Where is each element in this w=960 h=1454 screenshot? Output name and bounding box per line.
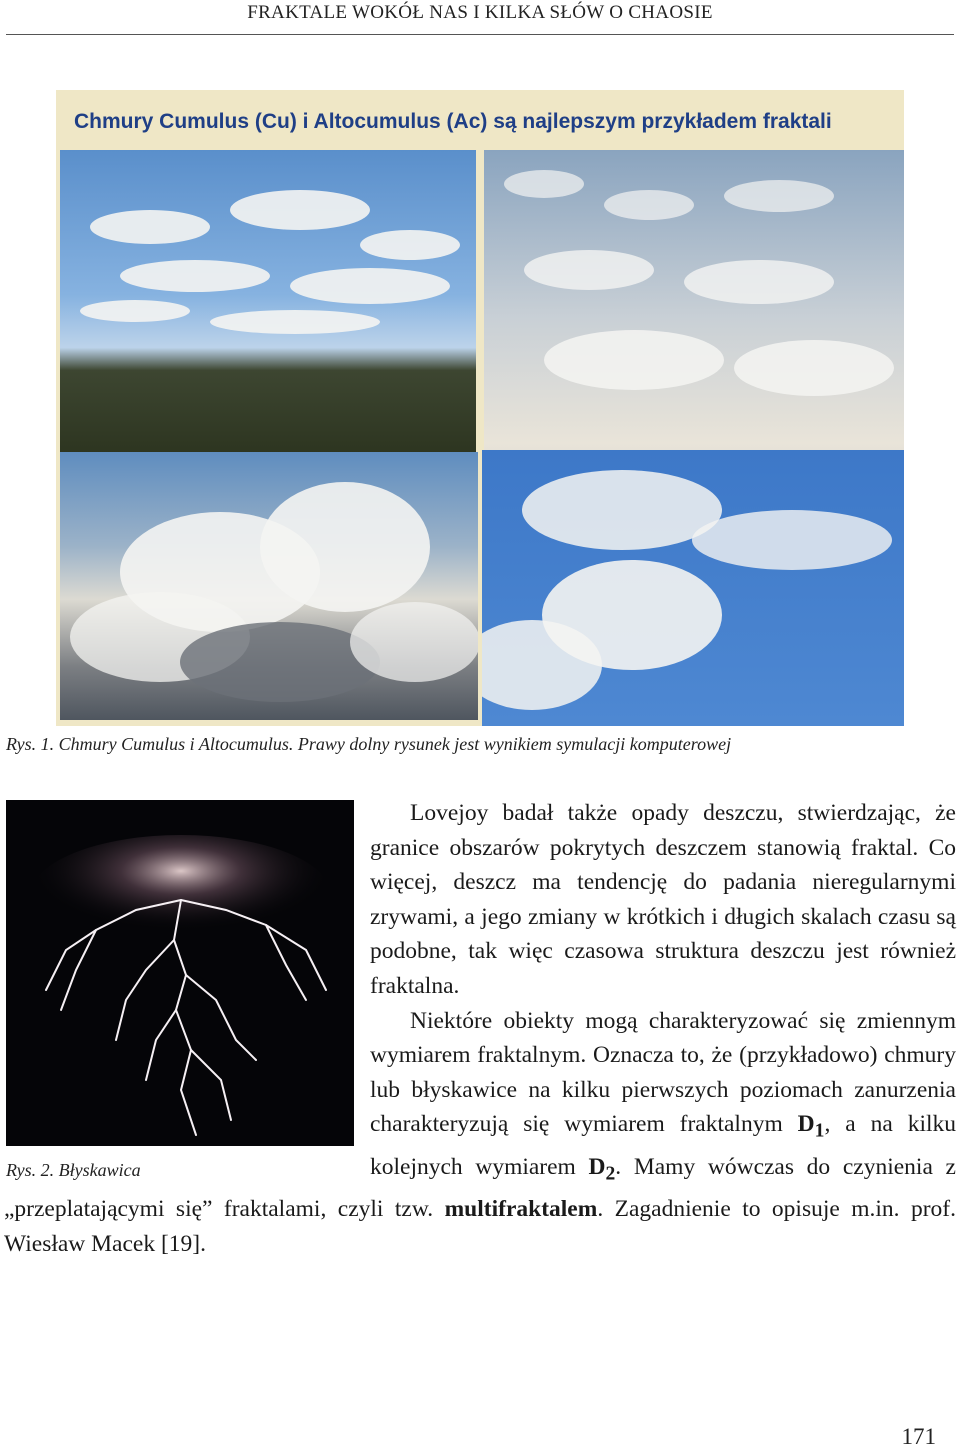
multifractal-term: multifraktalem <box>444 1195 598 1222</box>
paragraph-rain: Lovejoy badał także opady deszczu, stwierdzając, że granice obszarów pokrytych deszczem stanowią fraktal. Co więcej, deszcz ma tendencję do padania nieregularnymi zrywami, a jego zmiany w krótkich i długich skalach czasu są podobne, tak więc czasowa struktura deszczu jest również fraktalna. <box>370 800 956 999</box>
paragraph-multifractal-part-a: Niektóre obiekty mogą charakteryzować się zmiennym wymiarem fraktalnym. Oznacza to, że (przykładowo) chmury lub błyskawice na kilku pierwszych poziomach zanurzenia charakteryzują się wymiarem fraktalnym <box>370 1007 956 1138</box>
simulated-clouds <box>482 450 904 726</box>
figure-1-caption: Rys. 1. Chmury Cumulus i Altocumulus. Prawy dolny rysunek jest wynikiem symulacji komputerowej <box>6 734 732 754</box>
page-number: 171 <box>901 1424 936 1449</box>
d2-symbol: $D_2$ <box>588 1153 616 1185</box>
figure-2-caption: Rys. 2. Błyskawica <box>6 1160 141 1180</box>
header-rule <box>6 34 954 35</box>
figure-clouds <box>56 90 904 726</box>
figure-2-float-space <box>4 796 370 1176</box>
running-header: FRAKTALE WOKÓŁ NAS I KILKA SŁÓW O CHAOSIE <box>247 2 713 23</box>
paragraph-multifractal-part-b: , a na kilku kolejnych wymiarem <box>370 1111 956 1180</box>
photo-cumulus-towers <box>60 452 478 720</box>
paragraph-multifractal-part-d: . Zagadnienie to opisuje m.in. prof. Wiesław Macek [19]. <box>4 1195 956 1257</box>
body-text <box>4 796 956 1261</box>
figure-title: Chmury Cumulus (Cu) i Altocumulus (Ac) są najlepszym przykładem fraktali <box>74 110 832 133</box>
d1-symbol: $D_1$ <box>797 1111 825 1143</box>
paragraph-multifractal-part-c: . Mamy wówczas do czynienia z „przeplatającymi się” fraktalami, czyli tzw. <box>4 1153 956 1222</box>
